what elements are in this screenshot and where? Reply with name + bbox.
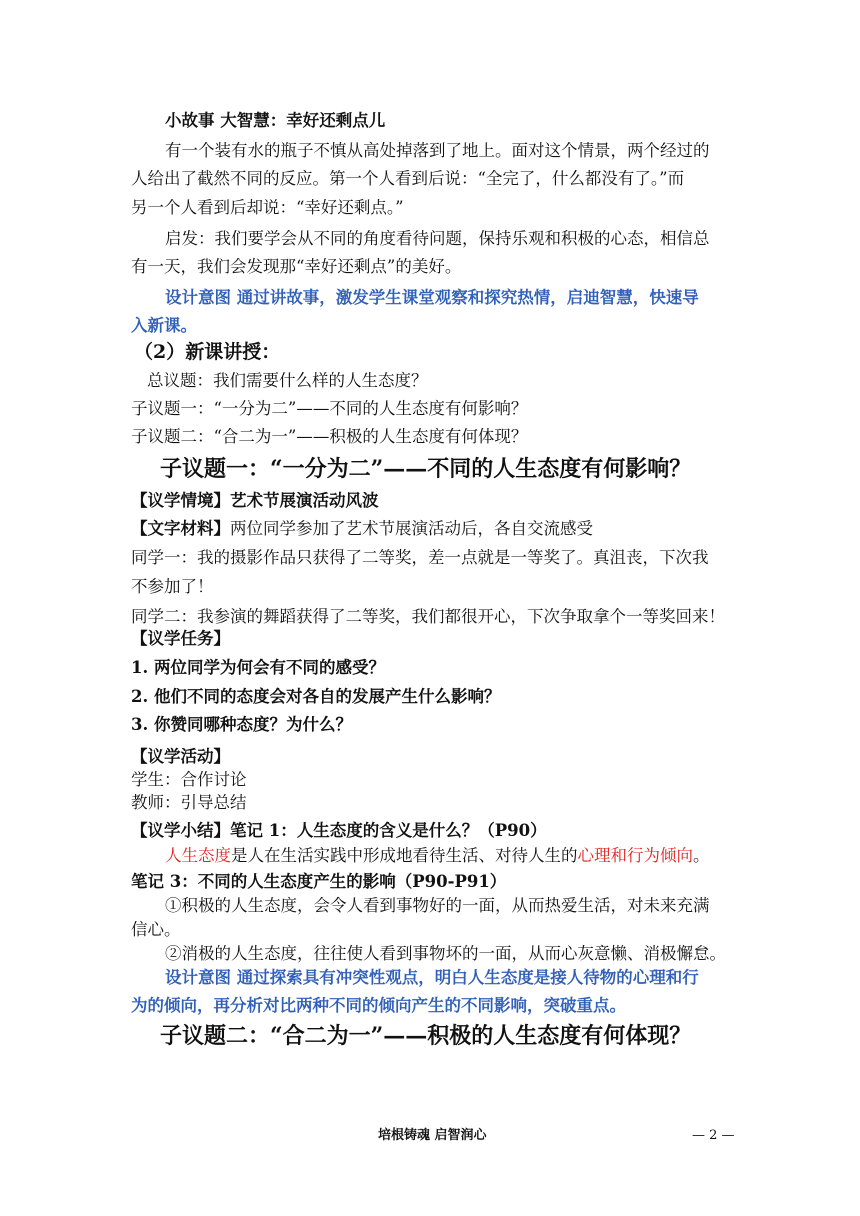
story-paragraph-1-line-3: 另一个人看到后却说：“幸好还剩点。”	[131, 198, 404, 217]
effect-negative-line: ②消极的人生态度，往往使人看到事物坏的一面，从而心灰意懒、消极懈怠。	[165, 944, 726, 963]
page-number: — 2 —	[692, 1128, 735, 1143]
task-item: 2. 他们不同的态度会对各自的发展产生什么影响？	[131, 687, 501, 706]
sub-topic-2: 子议题二：“合二为一”——积极的人生态度有何体现？	[131, 427, 528, 446]
definition-term: 人生态度	[165, 846, 231, 865]
task-item: 3. 你赞同哪种态度？为什么？	[131, 715, 352, 734]
design-intent-2-line-2: 为的倾向，再分析对比两种不同的倾向产生的不同影响，突破重点。	[131, 996, 626, 1015]
note-3-heading: 笔记 3：不同的人生态度产生的影响（P90-P91）	[131, 872, 507, 891]
story-insight-line-1: 启发：我们要学会从不同的角度看待问题，保持乐观和积极的心态，相信总	[165, 229, 710, 248]
design-intent-1-line-1: 设计意图 通过讲故事，激发学生课堂观察和探究热情，启迪智慧，快速导	[165, 288, 699, 307]
definition-line	[165, 845, 710, 867]
student-1-line-1: 同学一：我的摄影作品只获得了二等奖，差一点就是一等奖了。真沮丧，下次我	[131, 548, 709, 567]
section-2-title: 子议题二：“合二为一”——积极的人生态度有何体现？	[160, 1023, 692, 1049]
story-paragraph-1-line-1: 有一个装有水的瓶子不慎从高处掉落到了地上。面对这个情景，两个经过的	[165, 141, 710, 160]
learning-activity-heading: 【议学活动】	[131, 747, 230, 766]
story-title: 小故事 大智慧：幸好还剩点儿	[165, 111, 386, 130]
story-insight-line-2: 有一天，我们会发现那“幸好还剩点”的美好。	[131, 257, 462, 276]
learning-situation: 【议学情境】艺术节展演活动风波	[131, 491, 379, 510]
text-material-label: 【文字材料】	[131, 519, 230, 538]
activity-student: 学生：合作讨论	[131, 770, 247, 789]
design-intent-1-line-2: 入新课。	[131, 316, 197, 335]
effect-positive-line-1: ①积极的人生态度，会令人看到事物好的一面，从而热爱生活，对未来充满	[165, 896, 710, 915]
student-1-line-2: 不参加了！	[131, 577, 214, 596]
summary-note-1: 【议学小结】笔记 1：人生态度的含义是什么？（P90）	[131, 821, 547, 840]
lecture-heading: （2）新课讲授：	[134, 341, 281, 363]
definition-end: 。	[693, 846, 710, 865]
task-item: 1. 两位同学为何会有不同的感受？	[131, 658, 385, 677]
effect-positive-line-2: 信心。	[131, 920, 181, 939]
main-topic: 总议题：我们需要什么样的人生态度？	[147, 371, 428, 390]
learning-task-heading: 【议学任务】	[131, 629, 230, 648]
student-2-line: 同学二：我参演的舞蹈获得了二等奖，我们都很开心，下次争取拿个一等奖回来！	[131, 607, 725, 626]
text-material	[131, 518, 593, 540]
sub-topic-1: 子议题一：“一分为二”——不同的人生态度有何影响？	[131, 399, 528, 418]
definition-middle: 是人在生活实践中形成地看待生活、对待人生的	[231, 846, 578, 865]
text-material-body: 两位同学参加了艺术节展演活动后，各自交流感受	[230, 519, 593, 538]
design-intent-2-line-1: 设计意图 通过探索具有冲突性观点，明白人生态度是接人待物的心理和行	[165, 968, 699, 987]
definition-key: 心理和行为倾向	[577, 846, 693, 865]
section-1-title: 子议题一：“一分为二”——不同的人生态度有何影响？	[160, 456, 692, 482]
story-paragraph-1-line-2: 人给出了截然不同的反应。第一个人看到后说：“全完了，什么都没有了。”而	[131, 169, 685, 188]
footer-motto: 培根铸魂 启智润心	[378, 1128, 487, 1143]
activity-teacher: 教师：引导总结	[131, 793, 247, 812]
